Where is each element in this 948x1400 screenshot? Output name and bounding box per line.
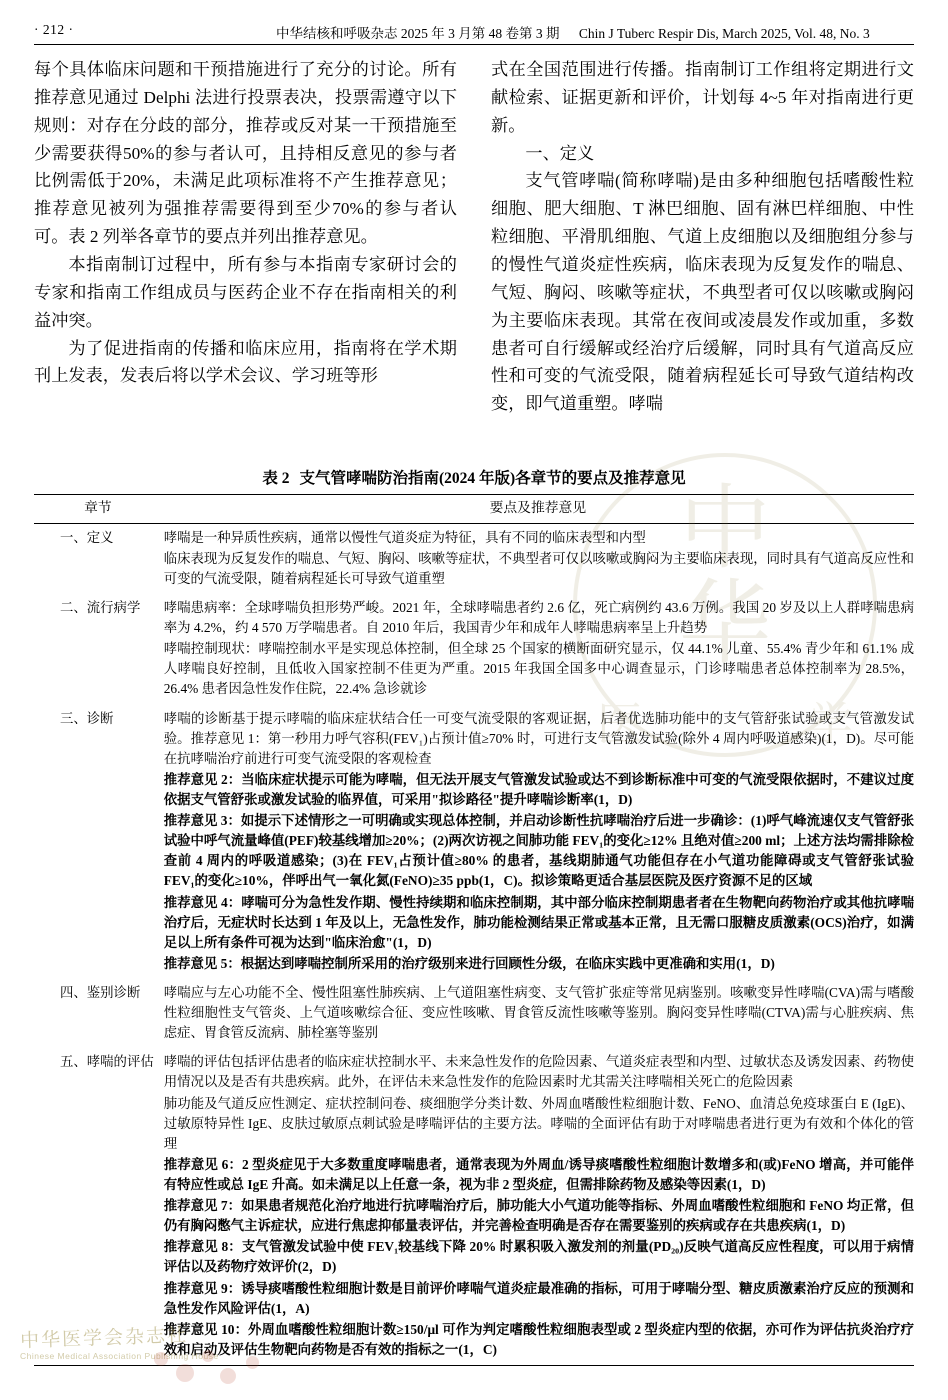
svg-text:华: 华 bbox=[678, 573, 772, 675]
journal-title bbox=[276, 22, 870, 42]
body-columns bbox=[34, 56, 914, 418]
row-paragraph: 哮喘是一种异质性疾病，通常以慢性气道炎症为特征，具有不同的临床表型和内型 bbox=[163, 529, 646, 545]
row-section-label: 四、鉴别诊断 bbox=[60, 984, 141, 1000]
row-recommendation: 推荐意见 10：外周血嗜酸性粒细胞计数≥150/μl 可作为判定嗜酸性粒细胞表型或 2 型炎症内型的依据，亦可作为评估抗炎治疗疗效和启动及评估生物靶向药物是否有效的指标之一(1，C) bbox=[163, 1321, 914, 1357]
paragraph: 式在全国范围进行传播。指南制订工作组将定期进行文献检索、证据更新和评价，计划每 4~5 年对指南进行更新。 bbox=[491, 60, 914, 135]
row-recommendation: 推荐意见 7：如果患者规范化治疗地进行抗哮喘治疗后，肺功能大小气道功能等指标、外周血嗜酸性粒细胞和 FeNO 均正常，但仍有胸闷憋气主诉症状，应进行焦虑抑郁量表评估，并完善检查明确是否存在需要鉴别的疾病或存在共患疾病(1，D) bbox=[163, 1198, 914, 1234]
row-recommendation: 推荐意见 6：2 型炎症见于大多数重度哮喘患者，通常表现为外周血/诱导痰嗜酸性粒细胞计数增多和(或)FeNO 增高，并可能伴有特应性或总 IgE 升高。如未满足以上任意一条，视为非 2 型炎症，但需排除药物及感染等因素(1，D) bbox=[163, 1156, 914, 1192]
table-header-row bbox=[34, 495, 914, 524]
svg-text:中: 中 bbox=[678, 478, 772, 580]
paragraph: 为了促进指南的传播和临床应用，指南将在学术期刊上发表，发表后将以学术会议、学习班等形 bbox=[34, 338, 457, 386]
row-recommendation: 推荐意见 5：根据达到哮喘控制所采用的治疗级别来进行回顾性分级，在临床实践中更准确和实用(1，D) bbox=[163, 955, 775, 971]
row-content bbox=[162, 1048, 914, 1365]
page-number: · 212 · bbox=[34, 22, 74, 37]
right-column bbox=[491, 56, 914, 418]
table-caption-text: 支气管哮喘防治指南(2024 年版)各章节的要点及推荐意见 bbox=[299, 470, 686, 487]
publisher-stamp-en: Chinese Medical Association Publishing House bbox=[20, 1351, 219, 1361]
row-paragraph: 肺功能及气道反应性测定、症状控制问卷、痰细胞学分类计数、外周血嗜酸性粒细胞计数、FeNO、血清总免疫球蛋白 E (IgE)、过敏原特异性 IgE、皮肤过敏原点刺试验是哮喘评估的主要方法。哮喘的全面评估有助于对哮喘患者进行更为有效和个体化的管理 bbox=[163, 1095, 914, 1151]
table-row bbox=[34, 705, 914, 979]
paragraph: 支气管哮喘(简称哮喘)是由多种细胞包括嗜酸性粒细胞、肥大细胞、T 淋巴细胞、固有淋巴样细胞、中性粒细胞、平滑肌细胞、气道上皮细胞以及细胞组分参与的慢性气道炎症性疾病，临床表现为反复发作的喘息、气短、胸闷、咳嗽等症状，不典型者可仅以咳嗽或胸闷为主要临床表现。其常在夜间或凌晨发作或加重，多数患者可自行缓解或经治疗后缓解，同时具有气道高反应性和可变的气流受限，随着病程延长可导致气道结构改变，即气道重塑。哮喘 bbox=[491, 171, 914, 414]
table-row bbox=[34, 523, 914, 594]
row-recommendation: 推荐意见 9：诱导痰嗜酸性粒细胞计数是目前评价哮喘气道炎症最准确的指标，可用于哮喘分型、糖皮质激素治疗反应的预测和急性发作风险评估(1，A) bbox=[163, 1280, 914, 1316]
row-section-label: 二、流行病学 bbox=[60, 600, 141, 616]
row-content bbox=[162, 979, 914, 1048]
table-2 bbox=[34, 466, 914, 1366]
journal-title-en: Chin J Tuberc Respir Dis, March 2025, Vol. 48, No. 3 bbox=[578, 26, 870, 41]
paragraph: 每个具体临床问题和干预措施进行了充分的讨论。所有推荐意见通过 Delphi 法进行投票表决，投票需遵守以下规则：对存在分歧的部分，推荐或反对某一干预措施至少需要获得50%的参与者认可，且持相反意见的参与者比例需低于20%，未满足此项标准将不产生推荐意见；推荐意见被列为强推荐需要得到至少70%的参与者认可。表 2 列举各章节的要点并列出推荐意见。 bbox=[34, 60, 457, 247]
table-2-grid bbox=[34, 494, 914, 1366]
row-section-label: 三、诊断 bbox=[60, 710, 114, 726]
paragraph: 本指南制订过程中，所有参与本指南专家研讨会的专家和指南工作组成员与医药企业不存在指南相关的利益冲突。 bbox=[34, 255, 457, 330]
row-paragraph: 哮喘患病率：全球哮喘负担形势严峻。2021 年，全球哮喘患者约 2.6 亿，死亡病例约 43.6 万例。我国 20 岁及以上人群哮喘患病率为 4.2%，约 4 570 万学喘患者。自 2010 年后，我国青少年和成年人哮喘患病率呈上升趋势 bbox=[163, 600, 914, 636]
header-rule bbox=[34, 44, 914, 45]
left-column bbox=[34, 56, 457, 418]
publisher-stamp-cn: 中华医学会杂志社 bbox=[19, 1325, 189, 1353]
table-row bbox=[34, 979, 914, 1048]
row-paragraph: 哮喘的诊断基于提示哮喘的临床症状结合任一可变气流受限的客观证据，后者优选肺功能中的支气管舒张试验或支气管激发试验。推荐意见 1：第一秒用力呼气容积(FEV₁)占预计值≥70% 时，可进行支气管激发试验(除外 4 周内呼吸道感染)(1，D)。尽可能在抗哮喘治疗前进行可变气流受限的客观检查 bbox=[163, 710, 914, 766]
row-content bbox=[162, 705, 914, 979]
table-row bbox=[34, 594, 914, 705]
row-section-label: 一、定义 bbox=[60, 529, 114, 545]
row-paragraph: 哮喘的评估包括评估患者的临床症状控制水平、未来急性发作的危险因素、气道炎症表型和内型、过敏状态及诱发因素、药物使用情况以及是否有共患疾病。此外，在评估未来急性发作的危险因素时尤其需关注哮喘相关死亡的危险因素 bbox=[163, 1054, 914, 1090]
table-row bbox=[34, 1048, 914, 1365]
row-section-label: 五、哮喘的评估 bbox=[34, 1048, 162, 1365]
row-content bbox=[162, 523, 914, 594]
column-header-section: 章节 bbox=[34, 495, 162, 524]
row-paragraph: 哮喘控制现状：哮喘控制水平是实现总体控制，但全球 25 个国家的横断面研究显示，仅 44.1% 儿童、55.4% 青少年和 61.1% 成人哮喘良好控制，且低收入国家控制不佳更为严重。2015 年我国全国多中心调查显示，门诊哮喘患者总体控制率为 28.5%，26.4% 患者因急性发作住院，22.4% 急诊就诊 bbox=[163, 641, 914, 697]
section-heading: 一、定义 bbox=[525, 143, 595, 163]
column-header-content: 要点及推荐意见 bbox=[162, 495, 914, 524]
row-recommendation: 推荐意见 8：支气管激发试验中使 FEV₁较基线下降 20% 时累积吸入激发剂的剂量(PD₂₀)反映气道高反应性程度，可以用于病情评估以及药物疗效评价(2，D) bbox=[163, 1239, 914, 1275]
svg-text:医: 医 bbox=[597, 699, 643, 750]
row-recommendation: 推荐意见 3：如提示下述情形之一可明确或实现总体控制，并启动诊断性抗哮喘治疗后进一步确诊：(1)呼气峰流速仅支气管舒张试验中呼气流量峰值(PEF)较基线增加≥20%；(2)两次访视之间肺功能 FEV₁的变化≥12% 且绝对值≥200 ml；上述方法均需排除检查前 4 周内的呼吸道感染；(3)在 FEV₁占预计值≥80% 的患者，基线期肺通气功能但存在小气道功能障碍或支气管舒张试验 FEV₁的变化≥10%，伴呼出气一氧化氮(FeNO)≥35 ppb(1，C)。拟诊策略更适合基层医院及医疗资源不足的区域 bbox=[163, 813, 914, 889]
table-caption bbox=[34, 466, 914, 488]
row-recommendation: 推荐意见 4：哮喘可分为急性发作期、慢性持续期和临床控制期，其中部分临床控制期患者者在生物靶向药物治疗或其他抗哮喘治疗后，无症状时长达到 1 年及以上，无急性发作，肺功能检测结果正常或基本正常，且无需口服糖皮质激素(OCS)治疗，如满足以上所有条件可视为达到"临床治愈"(1，D) bbox=[163, 894, 914, 950]
svg-text:学: 学 bbox=[807, 699, 853, 750]
row-content bbox=[162, 594, 914, 705]
table-caption-number: 表 2 bbox=[262, 470, 290, 487]
row-paragraph: 哮喘应与左心功能不全、慢性阻塞性肺疾病、上气道阻塞性病变、支气管扩张症等常见病鉴别。咳嗽变异性哮喘(CVA)需与嗜酸性粒细胞性支气管炎、上气道咳嗽综合征、变应性咳嗽、胃食管反流性咳嗽等鉴别。胸闷变异性哮喘(CTVA)需与心脏疾病、焦虑症、胃食管反流病、肺栓塞等鉴别 bbox=[163, 984, 914, 1041]
row-paragraph: 临床表现为反复发作的喘息、气短、胸闷、咳嗽等症状，不典型者可仅以咳嗽或胸闷为主要临床表现，同时具有气道高反应性和可变的气流受限，随着病程延长可导致气道重塑 bbox=[163, 550, 914, 586]
running-head bbox=[34, 22, 914, 44]
row-recommendation: 推荐意见 2：当临床症状提示可能为哮喘，但无法开展支气管激发试验或达不到诊断标准中可变的气流受限依据时，不建议过度依据支气管舒张或激发试验的临界值，可采用"拟诊路径"提升哮喘诊断率(1，D) bbox=[163, 771, 914, 807]
journal-title-cn: 中华结核和呼吸杂志 2025 年 3 月第 48 卷第 3 期 bbox=[276, 26, 560, 41]
